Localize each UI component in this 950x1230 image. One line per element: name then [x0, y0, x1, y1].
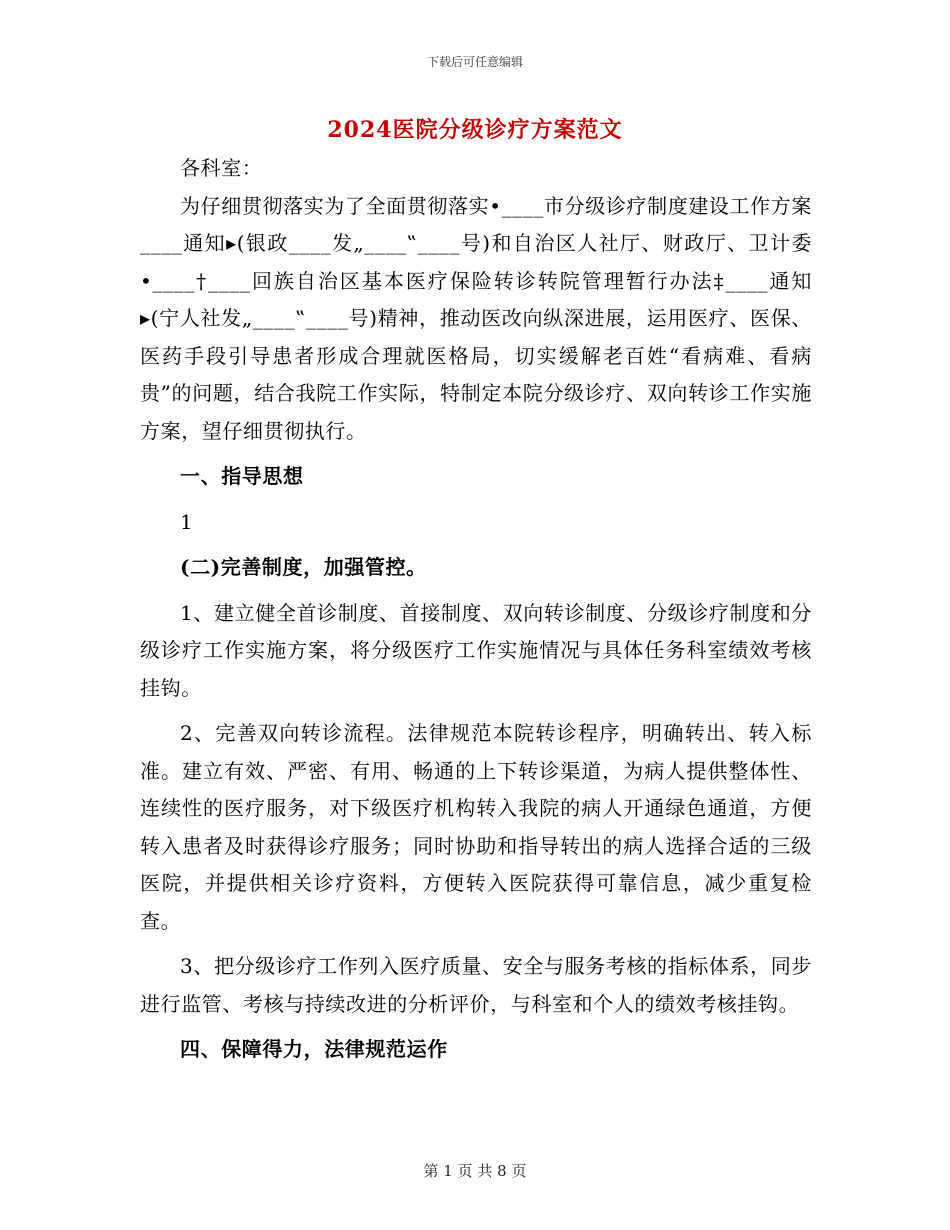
salutation: 各科室：: [180, 156, 263, 180]
section-heading-2: (二)完善制度，加强管控。: [180, 555, 427, 579]
item-2: 2、完善双向转诊流程。法律规范本院转诊程序，明确转出、转入标准。建立有效、严密、有用、畅通的上下转诊渠道，为病人提供整体性、连续性的医疗服务，对下级医疗机构转入我院的病人开通绿色通道，方便转入患者及时获得诊疗服务；同时协助和指导转出的病人选择合适的三级医院，并提供相关诊疗资料，方便转入医院获得可靠信息，减少重复检查。: [140, 721, 812, 933]
document-body: [140, 150, 812, 1069]
section-heading-4: 四、保障得力，法律规范运作: [180, 1037, 448, 1061]
item-3: 3、把分级诊疗工作列入医疗质量、安全与服务考核的指标体系，同步进行监管、考核与持续改进的分析评价，与科室和个人的绩效考核挂钩。: [140, 954, 812, 1016]
section-heading-1: 一、指导思想: [180, 464, 304, 488]
page-marker: 1: [180, 509, 194, 534]
document-title: 2024医院分级诊疗方案范文: [327, 117, 623, 143]
page-footer: 第 1 页 共 8 页: [423, 1162, 527, 1180]
intro-paragraph: 为仔细贯彻落实为了全面贯彻落实•____市分级诊疗制度建设工作方案____通知▸(银政____发„____‟____号)和自治区人社厅、财政厅、卫计委•____†____回族自治区基本医疗保险转诊转院管理暂行办法‡____通知▸(宁人社发„____‟____号)精神，推动医改向纵深进展，运用医疗、医保、医药手段引导患者形成合理就医格局，切实缓解老百姓“看病难、看病贵”的问题，结合我院工作实际，特制定本院分级诊疗、双向转诊工作实施方案，望仔细贯彻执行。: [140, 193, 812, 443]
page-header: 下载后可任意编辑: [426, 55, 523, 69]
item-1: 1、建立健全首诊制度、首接制度、双向转诊制度、分级诊疗制度和分级诊疗工作实施方案，将分级医疗工作实施情况与具体任务科室绩效考核挂钩。: [140, 600, 812, 700]
